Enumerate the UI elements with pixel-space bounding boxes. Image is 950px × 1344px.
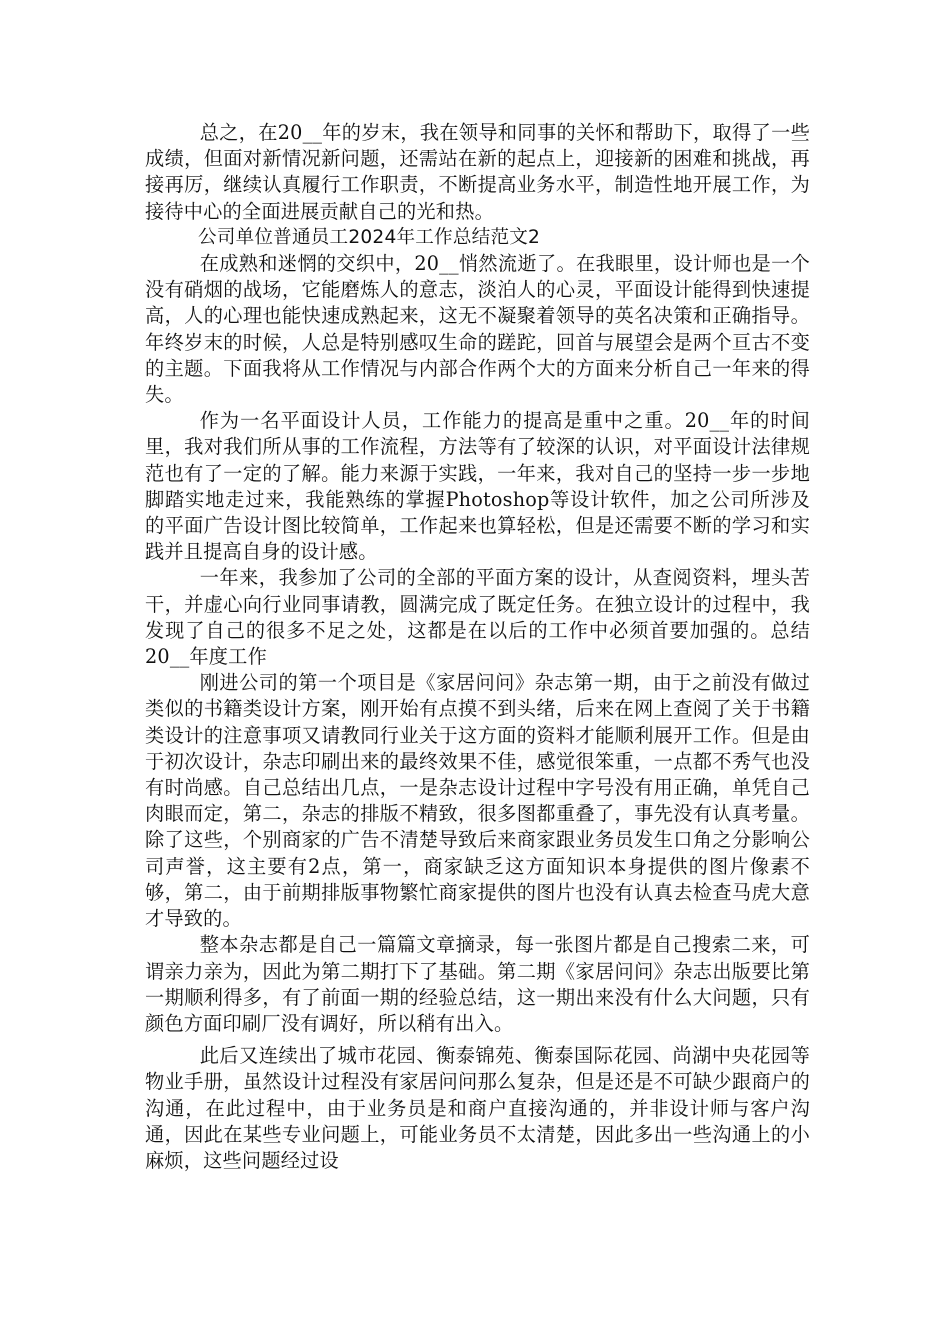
paragraph-second-issue: 整本杂志都是自己一篇篇文章摘录，每一张图片都是自己搜索二来，可谓亲力亲为，因此为第二期打下了基础。第二期《家居问问》杂志出版要比第一期顺利得多，有了前面一期的经验总结，这一期出来没有什么大问题，只有颜色方面印刷厂没有调好，所以稍有出入。 xyxy=(145,933,810,1035)
paragraph-work-ability: 作为一名平面设计人员，工作能力的提高是重中之重。20__年的时间里，我对我们所从事的工作流程，方法等有了较深的认识，对平面设计法律规范也有了一定的了解。能力来源于实践，一年来，我对自己的坚持一步一步地脚踏实地走过来，我能熟练的掌握Photoshop等设计软件，加之公司所涉及的平面广告设计图比较简单，工作起来也算轻松，但是还需要不断的学习和实践并且提高自身的设计感。 xyxy=(145,409,810,564)
paragraph-year-review: 一年来，我参加了公司的全部的平面方案的设计，从查阅资料，埋头苦干，并虚心向行业同事请教，圆满完成了既定任务。在独立设计的过程中，我发现了自己的很多不足之处，这都是在以后的工作中必须首要加强的。总结20__年度工作 xyxy=(145,566,810,669)
paragraph-intro: 在成熟和迷惘的交织中，20__悄然流逝了。在我眼里，设计师也是一个没有硝烟的战场，它能磨炼人的意志，淡泊人的心灵，平面设计能得到快速提高，人的心理也能快速成熟起来，这无不凝聚着领导的英名决策和正确指导。年终岁末的时候，人总是特别感叹生命的蹉跎，回首与展望会是两个亘古不变的主题。下面我将从工作情况与内部合作两个大的方面来分析自己一年来的得失。 xyxy=(145,252,810,407)
section-heading: 公司单位普通员工2024年工作总结范文2 xyxy=(198,226,541,248)
paragraph-property-manuals: 此后又连续出了城市花园、衡泰锦苑、衡泰国际花园、尚湖中央花园等物业手册，虽然设计过程没有家居问问那么复杂，但是还是不可缺少跟商户的沟通，在此过程中，由于业务员是和商户直接沟通的，并非设计师与客户沟通，因此在某些专业问题上，可能业务员不太清楚，因此多出一些沟通上的小麻烦，这些问题经过设 xyxy=(145,1044,810,1172)
document-body xyxy=(145,120,810,1174)
paragraph-conclusion: 总之，在20__年的岁末，我在领导和同事的关怀和帮助下，取得了一些成绩，但面对新情况新问题，还需站在新的起点上，迎接新的困难和挑战，再接再厉，继续认真履行工作职责，不断提高业务水平，制造性地开展工作，为接待中心的全面进展贡献自己的光和热。 xyxy=(145,121,810,223)
paragraph-first-project: 刚进公司的第一个项目是《家居问问》杂志第一期，由于之前没有做过类似的书籍类设计方案，刚开始有点摸不到头绪，后来在网上查阅了关于书籍类设计的注意事项又请教同行业关于这方面的资料才能顺利展开工作。但是由于初次设计，杂志印刷出来的最终效果不佳，感觉很笨重，一点都不秀气也没有时尚感。自己总结出几点，一是杂志设计过程中字号没有用正确，单凭自己肉眼而定，第二，杂志的排版不精致，很多图都重叠了，事先没有认真考量。除了这些，个别商家的广告不清楚导致后来商家跟业务员发生口角之分影响公司声誉，这主要有2点，第一，商家缺乏这方面知识本身提供的图片像素不够，第二，由于前期排版事物繁忙商家提供的图片也没有认真去检查马虎大意才导致的。 xyxy=(145,671,810,931)
